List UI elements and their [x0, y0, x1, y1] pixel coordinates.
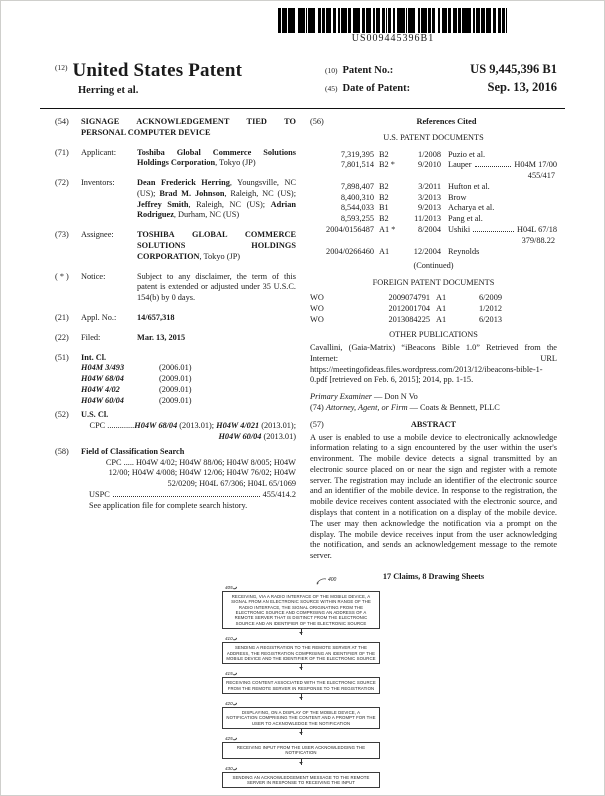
left-column	[55, 117, 296, 583]
patent-number-cell: 7,801,514	[340, 160, 374, 170]
field-code-74: (74)	[310, 402, 324, 412]
name-cell	[441, 225, 557, 236]
inventor-location: , Durham, NC (US)	[173, 210, 240, 220]
attorney-name: — Coats & Bennett, PLLC	[407, 402, 500, 412]
section-field-search-58	[55, 447, 296, 512]
foreign-patent-table	[310, 293, 557, 325]
notice-code: ( * )	[55, 271, 69, 281]
date-cell: 8/2004	[417, 225, 441, 235]
applicant-value	[137, 148, 296, 170]
country-cell: WO	[310, 303, 324, 313]
field-search-cpc: CPC ..... H04W 4/02; H04W 88/06; H04W 8/005; H04W 12/00; H04W 4/008; H04W 12/06; H04W 76/02; H04W 52/0209; H04L 67/306; H04L 65/1069	[105, 457, 296, 489]
step-box: DISPLAYING, ON A DISPLAY OF THE MOBILE DEVICE, A NOTIFICATION COMPRISING THE CONTENT AND A PROMPT FOR THE USER TO ACKNOWLEDGE THE NOTIFICATION	[222, 707, 380, 729]
right-column	[310, 117, 557, 583]
search-history-note: See application file for complete search history.	[89, 500, 248, 510]
table-row	[310, 247, 557, 258]
us-patent-entry	[310, 160, 557, 182]
cpc-segments	[134, 421, 296, 441]
class-cell: H04L 67/18	[516, 225, 557, 235]
inventor-name: Dean Frederick Herring	[137, 178, 230, 188]
barcode-number: US009445396B1	[351, 33, 435, 44]
abstract-heading-row	[310, 420, 557, 431]
us-patent-entry	[310, 193, 557, 204]
cpc-code: H04W 4/021	[216, 421, 260, 431]
applicant-location: , Tokyo (JP)	[215, 158, 256, 168]
flowchart-steps	[222, 585, 380, 788]
cpc-code: H04W 60/04	[218, 431, 262, 441]
step-box: RECEIVING CONTENT ASSOCIATED WITH THE ELECTRONIC SOURCE FROM THE REMOTE SERVER IN RESPONSE TO THE REGISTRATION	[222, 677, 380, 694]
dot-leader	[113, 495, 260, 497]
kind-code-cell: B2	[379, 214, 389, 224]
name-cell	[441, 150, 557, 161]
inventor-short-name: Herring et al.	[78, 85, 139, 96]
field-code-57: (57)	[310, 419, 324, 429]
table-row	[310, 214, 557, 225]
flowchart-step	[222, 636, 380, 670]
section-title-54	[55, 117, 296, 139]
continued-note: (Continued)	[413, 261, 454, 271]
date-cell: 11/2013	[414, 214, 441, 224]
table-row	[310, 150, 557, 161]
cpc-code: H04W 68/04	[134, 421, 178, 431]
kind-code-cell: A1	[436, 303, 447, 313]
int-cl-version: (2009.01)	[159, 384, 192, 394]
field-search-label: Field of Classification Search	[81, 446, 185, 456]
patent-number-cell: 8,544,033	[340, 203, 374, 213]
us-patent-entry	[310, 214, 557, 225]
field-code-56: (56)	[310, 117, 324, 126]
step-number: 405	[225, 585, 237, 590]
uspc-value: 455/414.2	[262, 489, 296, 499]
us-patent-entry	[310, 225, 557, 247]
section-us-cl-52	[55, 410, 296, 442]
inventor-cited-name: Hufton et al.	[448, 181, 490, 191]
date-cell: 1/2008	[417, 149, 441, 159]
section-applicant-71	[55, 148, 296, 170]
field-code-22: (22)	[55, 332, 69, 342]
flowchart-step	[222, 765, 380, 789]
name-cell	[441, 193, 557, 204]
inventors-list	[137, 178, 296, 221]
int-cl-code: H04M 3/493	[81, 363, 125, 373]
field-code-71: (71)	[55, 147, 69, 157]
country-cell: WO	[310, 292, 324, 302]
int-cl-version: (2006.01)	[159, 363, 192, 373]
int-cl-version: (2009.01)	[159, 395, 192, 405]
header-divider	[40, 108, 565, 109]
foreign-number-cell: 2012001704	[388, 303, 430, 313]
us-patent-entry	[310, 182, 557, 193]
class-subcell: 455/417	[527, 171, 555, 181]
field-code-21: (21)	[55, 312, 69, 322]
patent-number-row	[325, 62, 557, 77]
date-cell: 6/2009	[478, 292, 502, 302]
field-code-73: (73)	[55, 230, 69, 240]
section-inventors-72	[55, 178, 296, 221]
filed-value: Mar. 13, 2015	[137, 332, 186, 342]
flowchart-step	[222, 671, 380, 700]
table-row	[310, 315, 557, 326]
inventor-location: , Raleigh, NC (US);	[188, 199, 271, 209]
step-number: 420	[225, 701, 237, 706]
us-cl-block	[81, 410, 296, 442]
kind-code-cell: B2	[379, 149, 389, 159]
date-cell: 12/2004	[413, 246, 441, 256]
int-cl-code: H04W 60/04	[81, 395, 124, 405]
patent-number-cell: 7,319,395	[340, 149, 374, 159]
field-code-52: (52)	[55, 410, 69, 420]
inventor-cited-name: Acharya et al.	[448, 203, 495, 213]
cpc-line	[89, 421, 296, 443]
cpc-rest: (2013.01)	[261, 431, 296, 441]
uspc-line	[89, 490, 296, 501]
flowchart-step	[222, 736, 380, 765]
appl-no-value: 14/657,318	[137, 312, 175, 322]
abstract-title: ABSTRACT	[410, 419, 457, 429]
kind-code-cell: A1	[436, 314, 447, 324]
header-right	[325, 62, 557, 98]
figure-number: 400	[328, 577, 337, 583]
notice-label: Notice:	[81, 271, 106, 281]
down-arrow	[301, 664, 302, 670]
kind-code-cell: A1	[379, 246, 390, 256]
kind-code-cell: A1	[436, 292, 447, 302]
us-patent-table	[310, 150, 557, 258]
down-arrow	[301, 729, 302, 735]
name-cell	[441, 214, 557, 225]
step-number: 415	[225, 671, 237, 676]
inventor-name: Adrian Rodriguez	[137, 199, 296, 220]
int-cl-version: (2009.01)	[159, 374, 192, 384]
patent-number-cell: 8,593,255	[340, 214, 374, 224]
step-box: SENDING AN ACKNOWLEDGEMENT MESSAGE TO THE REMOTE SERVER IN RESPONSE TO RECEIVING THE INPUT	[222, 772, 380, 789]
section-filed-22	[55, 333, 296, 344]
kind-code-cell: A1 *	[379, 225, 396, 235]
name-cell	[441, 160, 557, 171]
table-row	[310, 304, 557, 315]
inventors-label: Inventors:	[81, 178, 115, 188]
table-row	[310, 293, 557, 304]
field-code-51: (51)	[55, 352, 69, 362]
header-left	[55, 60, 242, 96]
assignee-value	[137, 230, 296, 262]
other-publications-heading: OTHER PUBLICATIONS	[389, 330, 478, 340]
invention-title: SIGNAGE ACKNOWLEDGEMENT TIED TO PERSONAL COMPUTER DEVICE	[81, 117, 296, 137]
table-row	[310, 225, 557, 236]
name-cell	[441, 182, 557, 193]
country-cell: WO	[310, 314, 324, 324]
appl-no-label: Appl. No.:	[81, 312, 117, 322]
attorney-label: Attorney, Agent, or Firm	[325, 402, 408, 412]
patent-no-label: Patent No.:	[342, 65, 394, 76]
int-cl-code: H04W 68/04	[81, 374, 124, 384]
int-cl-row	[81, 396, 296, 407]
kind-code-cell: B2	[379, 181, 389, 191]
cpc-rest: (2013.01);	[259, 421, 296, 431]
section-references-56	[310, 117, 557, 128]
inventor-cited-name: Brow	[448, 192, 467, 202]
date-cell: 9/2013	[417, 203, 441, 213]
table-row	[310, 193, 557, 204]
kind-code-cell: B2	[379, 192, 389, 202]
cpc-prefix: CPC .............	[89, 421, 135, 431]
name-cell	[441, 203, 557, 214]
us-cl-label: U.S. Cl.	[81, 410, 109, 420]
references-cited-title: References Cited	[416, 117, 477, 126]
inventor-cited-name: Lauper	[448, 160, 472, 170]
name-cell	[441, 247, 557, 258]
cpc-rest: (2013.01);	[177, 421, 217, 431]
patent-date-row	[325, 80, 557, 95]
attorney-line	[310, 403, 557, 414]
document-title	[55, 60, 242, 82]
us-patent-entry	[310, 247, 557, 258]
uspc-label: USPC	[89, 489, 110, 499]
reference-arrow-icon	[314, 577, 328, 585]
applicant-label: Applicant:	[81, 147, 117, 157]
int-cl-label: Int. Cl.	[81, 352, 107, 362]
kind-code-cell: B1	[379, 203, 389, 213]
date-label: Date of Patent:	[342, 83, 411, 94]
patent-number-cell: 2004/0266460	[326, 246, 374, 256]
inventor-location: , Raleigh, NC (US);	[224, 188, 296, 198]
notice-text: Subject to any disclaimer, the term of this patent is extended or adjusted under 35 U.S.C. 154(b) by 0 days.	[137, 271, 296, 303]
table-row	[310, 182, 557, 193]
int-cl-entries	[81, 363, 296, 406]
other-publication-citation: Cavallini, (Gaia-Matrix) “iBeacons Bible 1.0” Retrieved from the Internet: URL https://meetingofideas.files.wordpress.com/2013/12/ibeacons-bible-1-0.pdf [retrieved on Feb. 6, 2015]; 2014, pp. 1-15.	[310, 343, 557, 385]
int-cl-row	[81, 374, 296, 385]
step-number: 430	[225, 766, 237, 771]
date-cell: 3/2013	[417, 192, 441, 202]
int-cl-row	[81, 363, 296, 374]
abstract-text: A user is enabled to use a mobile device to electronically acknowledge information relating to a sign encountered by the user within the user's environment. The mobile device detects a signal transmitted by an electronic source placed on or near the sign and register with a remote server. The registration may include an identifier of the electronic source and an identifier of the mobile device. In response to the registration, the mobile device receives content associated with the electronic source, and displays that content in a notification on a display of the mobile device. The user may then acknowledge the notification via a prompt on the display. The mobile device receives input from the user acknowledging the notification, and sends an acknowledgement message to the remote server.	[310, 432, 557, 561]
field-code-72: (72)	[55, 178, 69, 188]
applicant-name: Toshiba Global Commerce Solutions Holdings Corporation	[137, 147, 296, 168]
primary-examiner-line	[310, 392, 557, 403]
step-number: 410	[225, 636, 237, 641]
section-appl-no-21	[55, 313, 296, 324]
date-cell: 6/2013	[478, 314, 502, 324]
int-cl-block	[81, 353, 296, 407]
dot-leader	[475, 165, 512, 167]
date-value: Sep. 13, 2016	[487, 80, 557, 94]
field-code-58: (58)	[55, 446, 69, 456]
int-cl-row	[81, 385, 296, 396]
flowchart-step	[222, 700, 380, 735]
examiner-name: — Don N Vo	[371, 392, 418, 402]
table-row	[310, 160, 557, 171]
section-int-cl-51	[55, 353, 296, 407]
step-box: SENDING A REGISTRATION TO THE REMOTE SERVER AT THE ADDRESS, THE REGISTRATION COMPRISING AN IDENTIFIER OF THE MOBILE DEVICE AND THE IDENTIFIER OF THE ELECTRONIC SOURCE	[222, 642, 380, 664]
field-code-54: (54)	[55, 117, 69, 126]
assignee-name: TOSHIBA GLOBAL COMMERCE SOLUTIONS HOLDINGS CORPORATION	[137, 230, 296, 261]
kind-code: (12)	[55, 63, 68, 72]
step-box: RECEIVING, VIA A RADIO INTERFACE OF THE MOBILE DEVICE, A SIGNAL FROM AN ELECTRONIC SOURCE WITHIN RANGE OF THE RADIO INTERFACE, THE SIGNAL ORIGINATING FROM THE ELECTRONIC SOURCE AND COMPRISING AN ADDRESS OF A REMOTE SERVER THAT IS DISTINCT FROM THE ELECTRONIC SOURCE AND AN IDENTIFIER OF THE ELECTRONIC SOURCE	[222, 591, 380, 629]
inventor-location: , Youngsville, NC (US);	[137, 178, 296, 198]
us-patent-documents-heading: U.S. PATENT DOCUMENTS	[383, 132, 484, 142]
two-column-body	[55, 117, 557, 583]
table-row	[310, 203, 557, 214]
foreign-number-cell: 2013084225	[388, 314, 430, 324]
down-arrow	[301, 759, 302, 765]
inventor-name: Jeffrey Smith	[137, 199, 189, 209]
step-number: 425	[225, 736, 237, 741]
class-cell: H04M 17/00	[514, 160, 557, 170]
figure-reference	[314, 577, 336, 585]
flowchart-figure	[222, 577, 380, 788]
patent-no-code: (10)	[325, 66, 338, 75]
down-arrow	[301, 629, 302, 635]
step-box: RECEIVING INPUT FROM THE USER ACKNOWLEDGING THE NOTIFICATION	[222, 742, 380, 759]
down-arrow	[301, 694, 302, 700]
assignee-location: , Tokyo (JP)	[199, 251, 241, 261]
claims-drawing-sheets-line: 17 Claims, 8 Drawing Sheets	[382, 571, 485, 581]
inventor-cited-name: Ushiki	[448, 225, 471, 235]
inventor-cited-name: Pang et al.	[448, 214, 483, 224]
patent-number-cell: 2004/0156487	[326, 225, 374, 235]
flowchart-step	[222, 585, 380, 635]
us-patent-entry	[310, 203, 557, 214]
foreign-number-cell: 2009074791	[388, 292, 430, 302]
inventor-cited-name: Reynolds	[448, 246, 480, 256]
dot-leader	[473, 230, 514, 232]
date-cell: 9/2010	[417, 160, 441, 170]
date-cell: 3/2011	[418, 181, 441, 191]
kind-code-cell: B2 *	[379, 160, 395, 170]
page-title: United States Patent	[72, 60, 243, 81]
int-cl-code: H04W 4/02	[81, 384, 120, 394]
examiner-label: Primary Examiner	[310, 392, 372, 402]
patent-no-value: US 9,445,396 B1	[470, 62, 557, 76]
inventor-name: Brad M. Johnson	[159, 188, 225, 198]
patent-number-cell: 7,898,407	[340, 181, 374, 191]
date-cell: 1/2012	[478, 303, 502, 313]
inventor-cited-name: Puzio et al.	[448, 149, 486, 159]
filed-label: Filed:	[81, 332, 101, 342]
barcode-image	[278, 8, 508, 33]
foreign-patent-documents-heading: FOREIGN PATENT DOCUMENTS	[372, 278, 495, 288]
assignee-label: Assignee:	[81, 230, 114, 240]
section-notice	[55, 272, 296, 304]
patent-number-cell: 8,400,310	[340, 192, 374, 202]
us-patent-entry	[310, 150, 557, 161]
class-subcell: 379/88.22	[521, 235, 555, 245]
section-assignee-73	[55, 230, 296, 262]
field-search-block	[81, 447, 296, 512]
date-code: (45)	[325, 84, 338, 93]
